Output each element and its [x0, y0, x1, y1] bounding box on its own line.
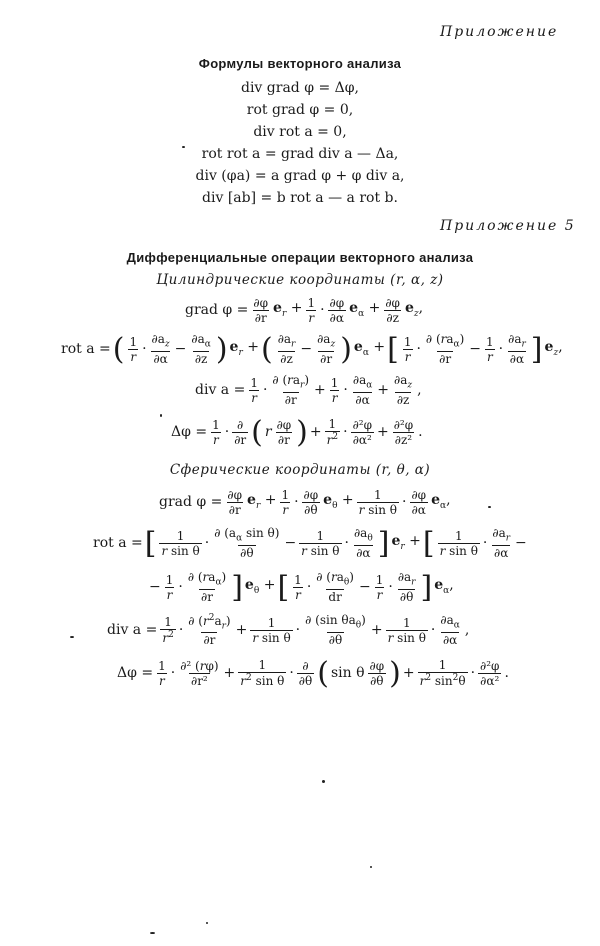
sph-laplacian-formula: Δφ = $\frac{1}{r}$ · ∂² (rφ) ∂r² + $\frac{1}{r^2 \sin \theta}$ · ∂ ∂θ ( sin θ ∂φ ∂θ ) + $\frac{1}{r^2 \sin^2\theta}$ · ∂²φ ∂α² .: [117, 655, 509, 691]
formula-line-6: div [ab] = b rot a — a rot b.: [202, 190, 398, 206]
fraction: ∂φ ∂α: [411, 487, 427, 517]
fraction: ∂φ ∂θ: [303, 487, 319, 517]
scan-speck: [150, 932, 155, 934]
cyl-lap-lhs: Δφ =: [171, 424, 208, 440]
fraction: $\frac{1}{\text{r sin θ}}$: [252, 615, 291, 645]
fraction: $\frac{1}{\text{r sin θ}}$: [301, 528, 340, 558]
fraction: $\frac{\partial a_z}{\partial z}$: [394, 373, 413, 407]
cylindrical-subtitle: Цилиндрические координаты (r, α, z): [156, 272, 444, 288]
sph-rot-lhs: rot a =: [93, 535, 143, 551]
fraction: $\partial a_\alpha$ ∂α: [352, 373, 373, 407]
fraction: $\frac{1}{r^2}$: [326, 417, 339, 447]
scan-speck: [488, 506, 491, 508]
fraction: 1 r sin θ: [161, 528, 200, 558]
formula-line-3: div rot a = 0,: [253, 124, 347, 140]
fraction: $\frac{1}{r}$: [281, 487, 290, 517]
fraction: $\frac{\partial\varphi}{\partial r}$: [253, 295, 269, 325]
fraction: $\frac{1}{r^2 \sin \theta}$: [240, 658, 285, 688]
fraction: ∂φ ∂r: [276, 417, 292, 447]
fraction: $\frac{\text{∂²φ}}{\text{∂z²}}$: [393, 417, 414, 447]
section1-title: Формулы векторного анализа: [198, 56, 402, 71]
scan-speck: [160, 414, 162, 417]
fraction: $\frac{1}{r}$: [330, 375, 339, 405]
fraction: $\partial a_\alpha$ ∂α: [440, 613, 460, 647]
section2-title: Дифференциальные операции векторного анализа: [126, 250, 474, 265]
fraction: $\frac{\partial\varphi}{\partial r}$: [227, 487, 243, 517]
cyl-div-lhs: div a =: [195, 382, 246, 398]
cyl-rot-lhs: rot a =: [61, 341, 111, 357]
sph-grad-formula: grad φ = $\frac{\partial\varphi}{\partial r}$ $e_r$ + $\frac{1}{r}$ · ∂φ ∂θ $e_\theta$ + $\frac{1}{\text{r sin θ}}$ · ∂φ ∂α $e_\alpha$,: [159, 487, 451, 517]
fraction: ∂ $(ra_\alpha)$ ∂r: [187, 570, 227, 604]
fraction: $\frac{\partial a_z}{\partial r}$: [317, 332, 336, 366]
fraction: $\frac{\partial\varphi}{\partial z}$: [385, 295, 400, 325]
cyl-grad-lhs: grad φ =: [185, 302, 249, 318]
sph-rot-formula-line1: rot a = [ 1 r sin θ · ∂ ($a_\alpha$ sin θ) ∂θ − $\frac{1}{\text{r sin θ}}$ · $\partial a_\theta$ ∂α ] $e_r$ + [ 1 r sin θ · $\partial a_r$ ∂α −: [93, 525, 527, 561]
header-top: Приложение: [440, 24, 559, 40]
sph-lap-lhs: Δφ =: [117, 665, 154, 681]
fraction: ∂ $(ra_\theta)$ dr: [316, 570, 354, 604]
sph-grad-lhs: grad φ =: [159, 494, 223, 510]
fraction: $\frac{1}{r^2 \sin^2\theta}$: [419, 658, 466, 688]
fraction: 1 r: [294, 572, 302, 602]
fraction: $\frac{1}{r}$: [158, 658, 166, 688]
formula-line-4: rot rot a = grad div a — Δa,: [201, 146, 399, 162]
fraction: $\partial a_r$ ∂θ: [397, 570, 416, 604]
spherical-subtitle: Сферические координаты (r, θ, α): [169, 462, 431, 478]
formula-line-5: div (φa) = a grad φ + φ div a,: [195, 168, 405, 184]
fraction: $\frac{1}{r}$: [486, 334, 494, 364]
fraction: $\frac{1}{r}$: [307, 295, 316, 325]
fraction: ∂² (rφ) ∂r²: [180, 658, 219, 688]
formula-line-1: div grad φ = Δφ,: [240, 80, 359, 96]
fraction: $\frac{1}{r}$: [375, 572, 384, 602]
fraction: $\frac{1}{r^2}$: [162, 615, 174, 645]
fraction: $\frac{1}{r}$: [212, 417, 220, 447]
fraction: ∂ $(ra_\alpha)$ ∂r: [425, 332, 465, 366]
header-appendix-5: Приложение 5: [440, 218, 576, 234]
cyl-div-formula: div a = $\frac{1}{r}$ · ∂ $(ra_r)$ ∂r + $\frac{1}{r}$ · $\partial a_\alpha$ ∂α + $\frac{\partial a_z}{\partial z}$ ,: [195, 373, 422, 407]
fraction: 1 r sin θ: [439, 528, 478, 558]
sph-div-lhs: div a =: [107, 622, 158, 638]
fraction: $\frac{1}{r}$: [165, 572, 174, 602]
cyl-laplacian-formula: Δφ = $\frac{1}{r}$ · ∂ ∂r ( r ∂φ ∂r ) + $\frac{1}{r^2}$ · ∂²φ ∂α² + $\frac{\text{∂²φ}}{\text{∂z²}}$ .: [171, 414, 423, 450]
cyl-rot-formula: rot a = ( 1 r · $\partial a_z$ ∂α − $\frac{\partial a_\alpha}{\partial z}$ ) $e_r$ + ( $\partial a_r$ ∂z − $\frac{\partial a_z}{\partial r}$ ) $e_\alpha$ + [ 1 r · ∂ $(ra_\alpha)$ ∂r − $\frac{1}{r}$ · $\partial a_r$ ∂α ] $e_z$,: [61, 331, 563, 367]
cyl-grad-formula: grad φ = $\frac{\partial\varphi}{\partial r}$ $e_r$ + $\frac{1}{r}$ · ∂φ ∂α $e_\alpha$ + $\frac{\partial\varphi}{\partial z}$ $e_z$,: [185, 295, 424, 325]
fraction: ∂ $(r^2a_r)$ ∂r: [188, 612, 231, 648]
fraction: ∂ (sin $\theta a_\theta$) ∂θ: [305, 613, 366, 647]
fraction: $\partial a_z$ ∂α: [151, 332, 170, 366]
sph-rot-formula-line2: − $\frac{1}{r}$ · ∂ $(ra_\alpha)$ ∂r ] $e_\theta$ + [ 1 r · ∂ $(ra_\theta)$ dr − $\frac{1}{r}$ · $\partial a_r$ ∂θ ] $e_\alpha$,: [149, 569, 454, 605]
fraction: $\partial a_\theta$ ∂α: [353, 526, 373, 560]
fraction: $\partial a_r$ ∂α: [492, 526, 511, 560]
fraction: ∂ ∂θ: [298, 658, 313, 688]
fraction: $\partial a_r$ ∂α: [508, 332, 526, 366]
scan-speck: [70, 636, 74, 638]
fraction: ∂φ ∂θ: [369, 658, 385, 688]
scan-speck: [322, 780, 325, 783]
fraction: ∂ ($a_\alpha$ sin θ) ∂θ: [214, 526, 280, 560]
fraction: ∂²φ ∂α²: [352, 417, 372, 447]
fraction: ∂ $(ra_r)$ ∂r: [272, 373, 310, 407]
scan-speck: [370, 866, 372, 868]
fraction: ∂ ∂r: [234, 417, 247, 447]
fraction: $\frac{1}{\text{r sin θ}}$: [358, 487, 397, 517]
fraction: $\frac{1}{r}$: [250, 375, 258, 405]
scan-speck: [182, 146, 185, 148]
sph-div-formula: div a = $\frac{1}{r^2}$ · ∂ $(r^2a_r)$ ∂r + $\frac{1}{\text{r sin θ}}$ · ∂ (sin $\theta a_\theta$) ∂θ + $\frac{1}{\text{r sin θ}}$ · $\partial a_\alpha$ ∂α ,: [107, 612, 470, 648]
fraction: 1 r: [129, 334, 138, 364]
fraction: 1 r: [403, 334, 412, 364]
fraction: ∂φ ∂α: [329, 295, 345, 325]
fraction: $\frac{\partial a_\alpha}{\partial z}$: [191, 332, 211, 366]
fraction: $\partial a_r$ ∂z: [277, 332, 296, 366]
scan-speck: [206, 922, 208, 924]
fraction: ∂²φ ∂α²: [480, 658, 500, 688]
formula-line-2: rot grad φ = 0,: [246, 102, 354, 118]
fraction: $\frac{1}{\text{r sin θ}}$: [387, 615, 426, 645]
